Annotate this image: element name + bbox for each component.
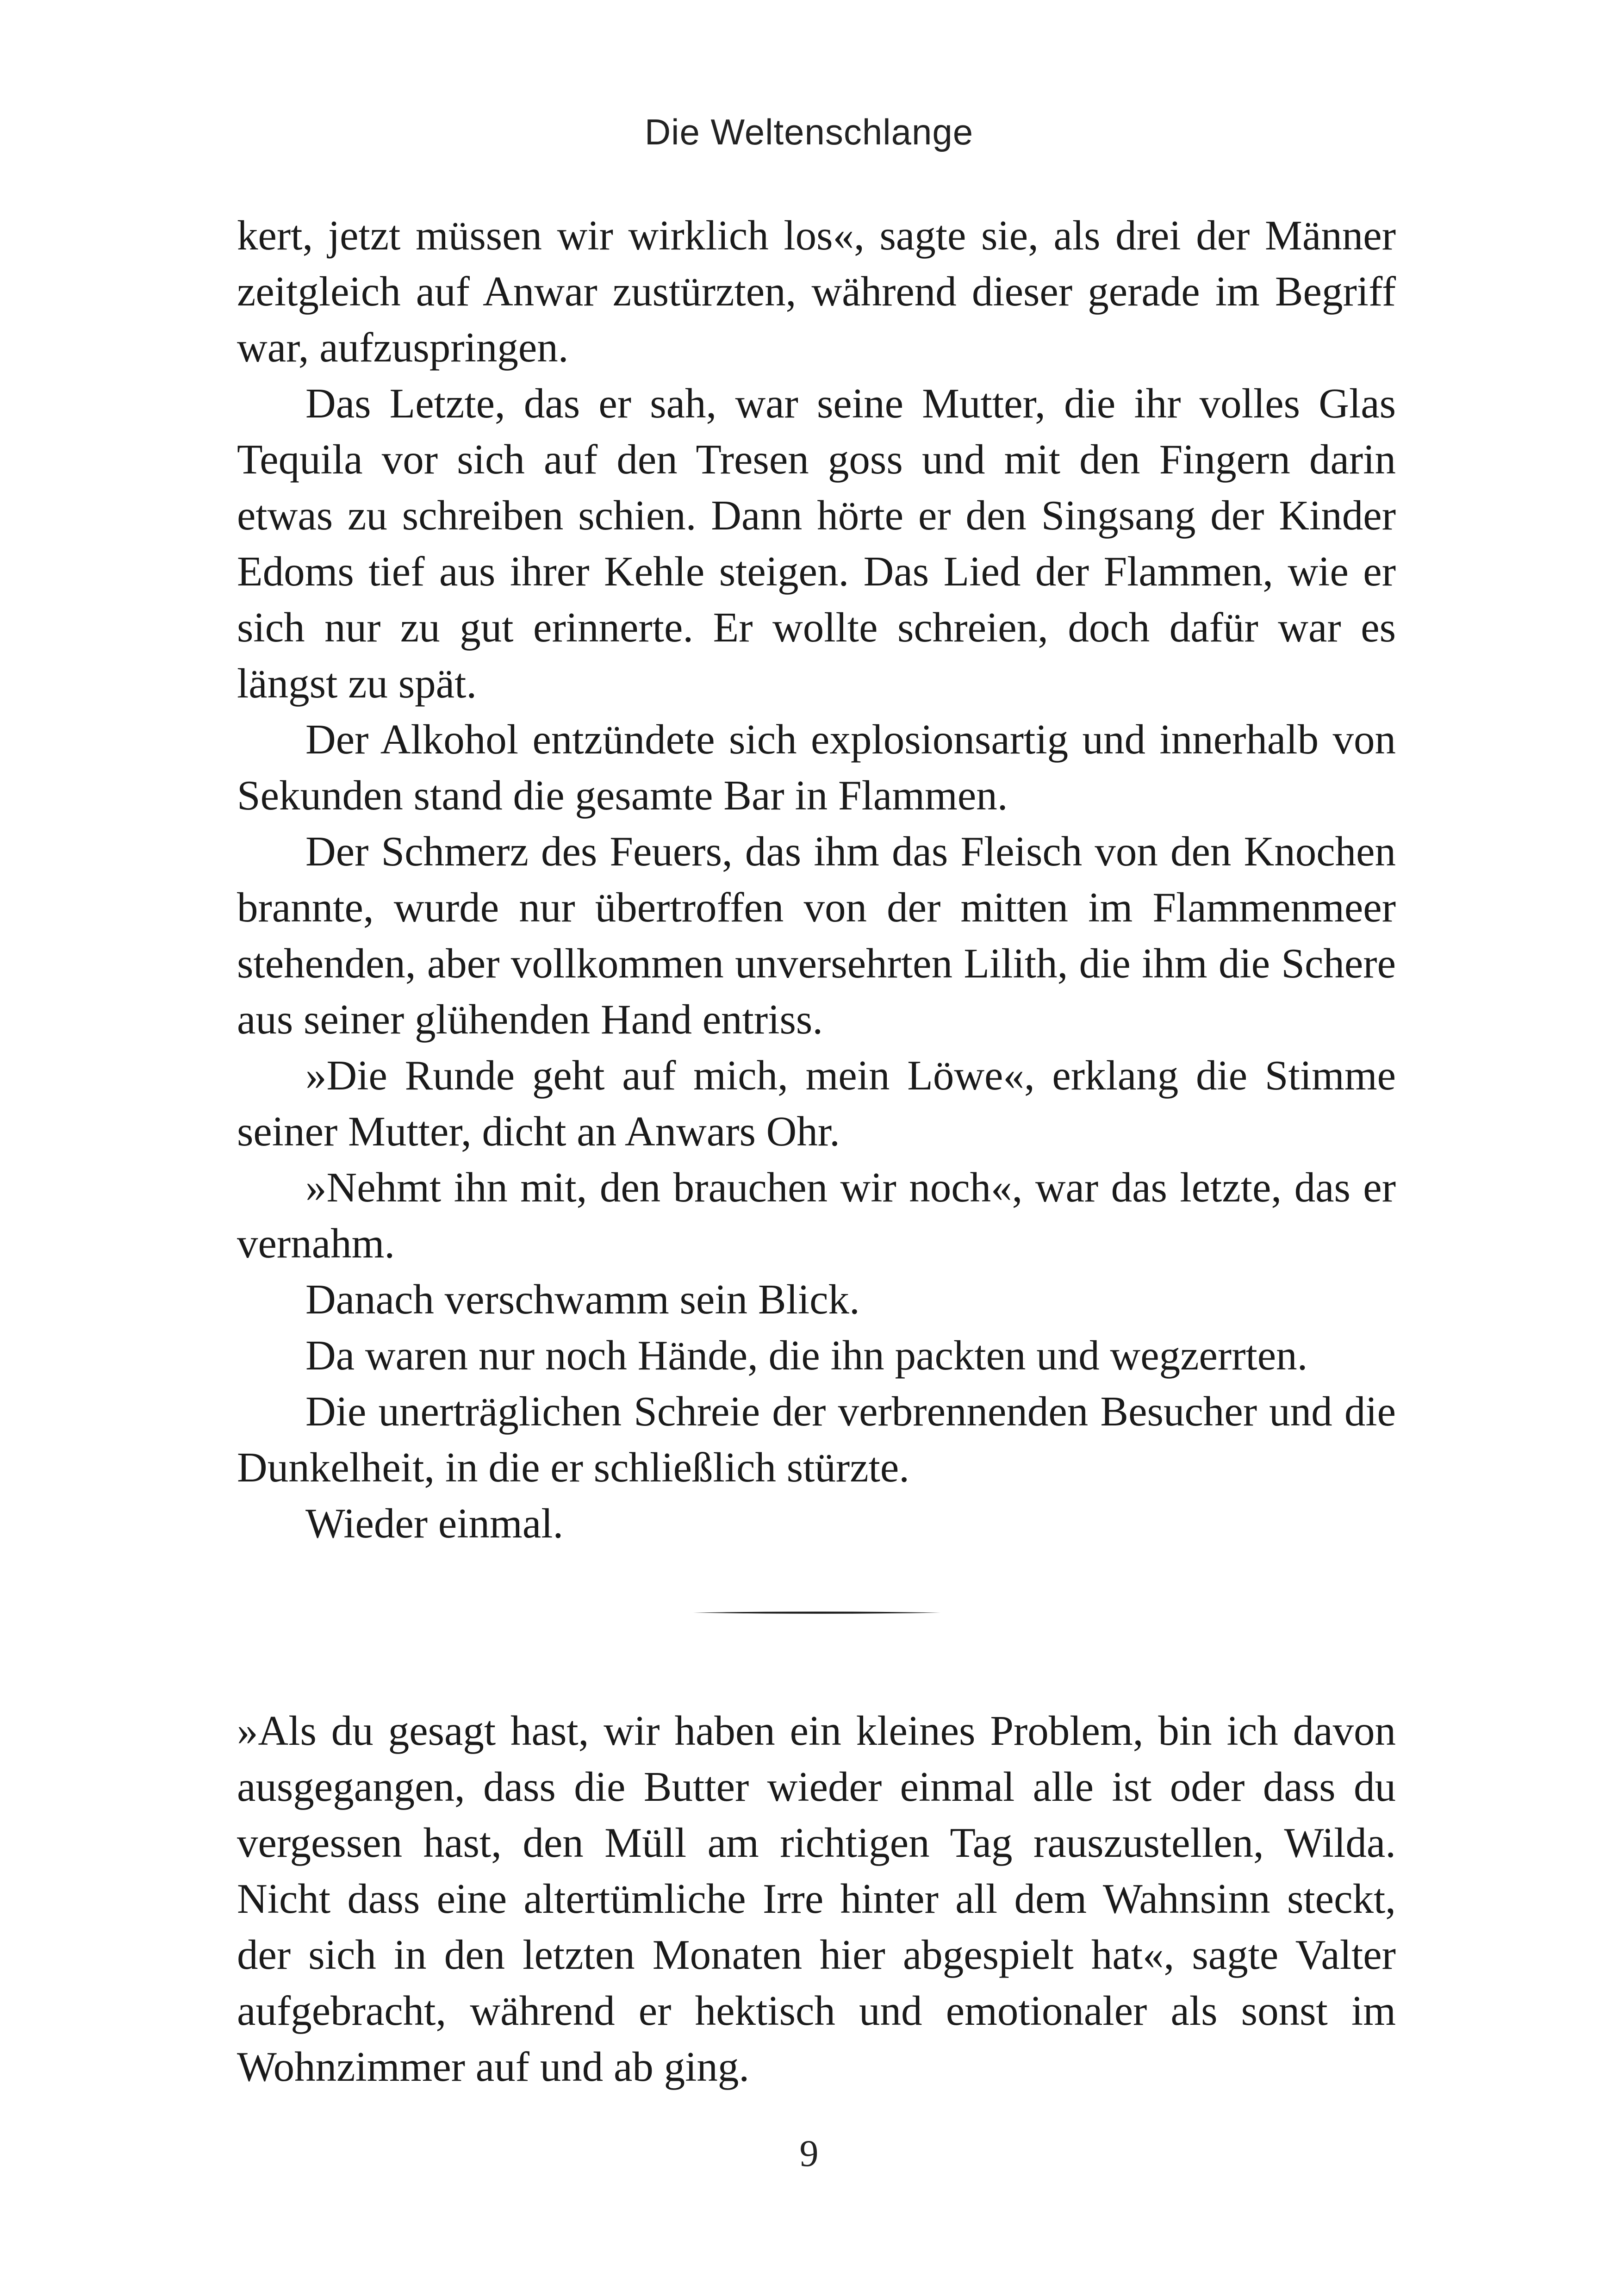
page-number: 9	[799, 2132, 819, 2174]
paragraph: Die unerträglichen Schreie der verbrennenden Besucher und die Dunkelheit, in die er schließlich stürzte.	[237, 1388, 1396, 1491]
running-head-title: Die Weltenschlange	[644, 112, 974, 152]
paragraph: »Die Runde geht auf mich, mein Löwe«, erklang die Stimme seiner Mutter, dicht an Anwars Ohr.	[237, 1052, 1396, 1155]
scene-break-divider	[693, 1611, 940, 1615]
paragraph: Der Schmerz des Feuers, das ihm das Fleisch von den Knochen brannte, wurde nur übertroffen von der mitten im Flammenmeer stehenden, aber vollkommen unversehrten Lilith, die ihm die Schere aus seiner glühenden Hand entriss.	[237, 828, 1396, 1043]
text-section-2	[237, 1703, 1396, 2095]
text-section-1	[237, 207, 1396, 1551]
paragraph: Das Letzte, das er sah, war seine Mutter, die ihr volles Glas Tequila vor sich auf den Tresen goss und mit den Fingern darin etwas zu schreiben schien. Dann hörte er den Singsang der Kinder Edoms tief aus ihrer Kehle steigen. Das Lied der Flammen, wie er sich nur zu gut erinnerte. Er wollte schreien, doch dafür war es längst zu spät.	[237, 380, 1396, 707]
paragraph: »Nehmt ihn mit, den brauchen wir noch«, war das letzte, das er vernahm.	[237, 1164, 1396, 1267]
paragraph: Danach verschwamm sein Blick.	[305, 1276, 860, 1323]
paragraph: Der Alkohol entzündete sich explosionsartig und innerhalb von Sekunden stand die gesamte Bar in Flammen.	[237, 716, 1396, 819]
paragraph: »Als du gesagt hast, wir haben ein kleines Problem, bin ich davon ausgegangen, dass die Butter wieder einmal alle ist oder dass du vergessen hast, den Müll am richtigen Tag rauszustellen, Wilda. Nicht dass eine altertümliche Irre hinter all dem Wahnsinn steckt, der sich in den letzten Monaten hier abgespielt hat«, sagte Valter aufgebracht, während er hektisch und emotionaler als sonst im Wohnzimmer auf und ab ging.	[237, 1707, 1396, 2090]
paragraph: Wieder einmal.	[305, 1500, 564, 1547]
paragraph: Da waren nur noch Hände, die ihn packten und wegzerrten.	[305, 1332, 1308, 1379]
paragraph: kert, jetzt müssen wir wirklich los«, sagte sie, als drei der Männer zeitgleich auf Anwar zustürzten, während dieser gerade im Begriff war, aufzuspringen.	[237, 212, 1396, 371]
